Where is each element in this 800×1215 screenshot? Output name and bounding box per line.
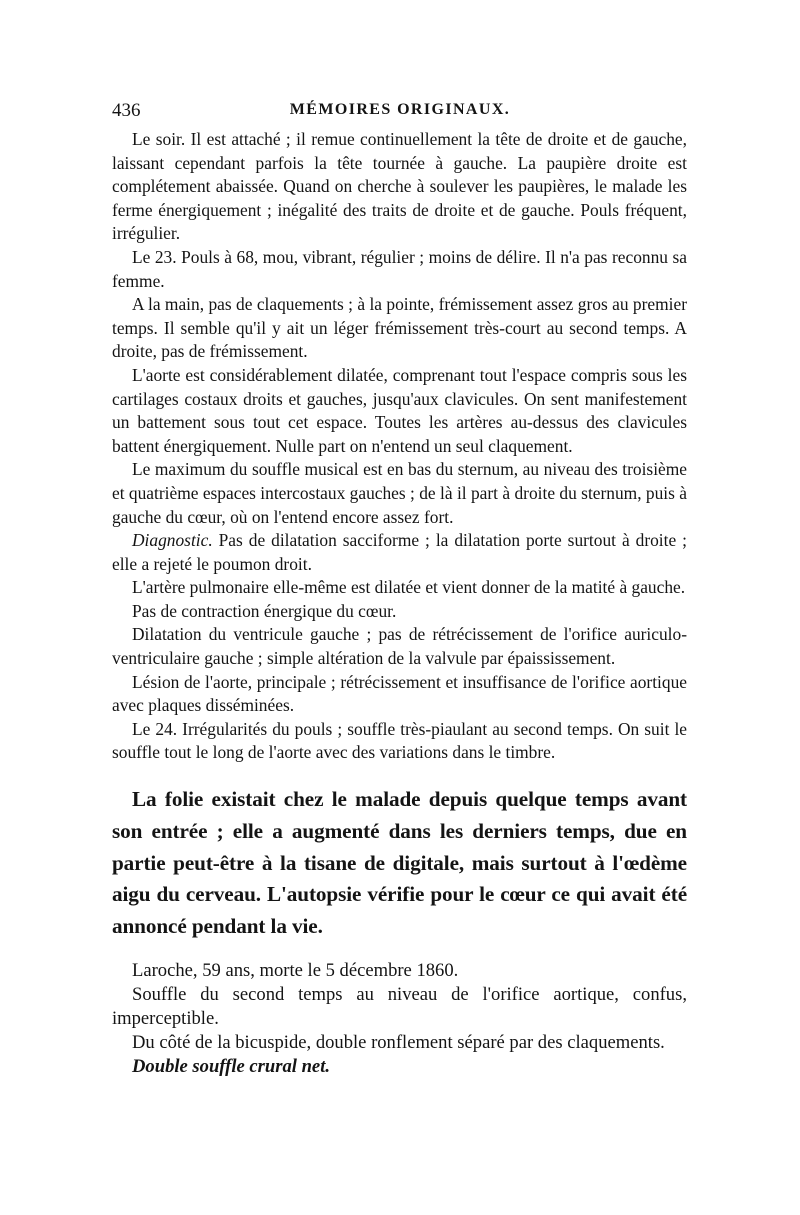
paragraph-bicuspid: Du côté de la bicuspide, double ronflement séparé par des claquements. bbox=[132, 1032, 665, 1054]
diagnostic-label: Diagnostic. bbox=[132, 530, 213, 551]
paragraph-second-time-murmur: Souffle du second temps au niveau de l'orifice aortique, confus, imperceptible. bbox=[112, 984, 687, 1030]
paragraph-aorta: L'aorte est considérablement dilatée, comprenant tout l'espace compris sous les cartilages costaux droits et gauches, jusqu'aux clavicules. On sent manifestement un battement sous tout cet espace. Toutes les artères au-dessus des clavicules battent énergiquement. Nulle part on n'entend un seul claquement. bbox=[112, 364, 687, 456]
case-notes bbox=[112, 128, 687, 765]
paragraph-crural-murmur: Double souffle crural net. bbox=[132, 1056, 331, 1078]
paragraph-murmur-maximum: Le maximum du souffle musical est en bas du sternum, au niveau des troisième et quatrième espaces intercostaux gauches ; de là il part à droite du sternum, puis à gauche du cœur, où on l'entend encore assez fort. bbox=[112, 459, 687, 527]
paragraph-laroche: Laroche, 59 ans, morte le 5 décembre 1860. bbox=[132, 960, 459, 982]
paragraph-ventricle: Dilatation du ventricule gauche ; pas de rétrécissement de l'orifice auriculo-ventriculaire gauche ; simple altération de la valvule par épaississement. bbox=[112, 624, 687, 669]
page-header bbox=[112, 100, 688, 124]
diagnostic-text: Pas de dilatation sacciforme ; la dilatation porte surtout à droite ; elle a rejeté le poumon droit. bbox=[112, 530, 687, 574]
paragraph-23: Le 23. Pouls à 68, mou, vibrant, régulier ; moins de délire. Il n'a pas reconnu sa femme. bbox=[112, 246, 687, 291]
paragraph-diagnostic bbox=[112, 529, 687, 576]
running-title: MÉMOIRES ORIGINAUX. bbox=[289, 101, 511, 118]
paragraph-aortic-lesion: Lésion de l'aorte, principale ; rétrécissement et insuffisance de l'orifice aortique avec plaques disséminées. bbox=[112, 671, 687, 716]
paragraph-contraction: Pas de contraction énergique du cœur. bbox=[132, 600, 397, 621]
paragraph-24: Le 24. Irrégularités du pouls ; souffle très-piaulant au second temps. On suit le souffle tout le long de l'aorte avec des variations dans le timbre. bbox=[112, 718, 687, 763]
paragraph-evening: Le soir. Il est attaché ; il remue continuellement la tête de droite et de gauche, laissant cependant parfois la tête tournée à gauche. La paupière droite est complétement abaissée. Quand on cherche à soulever les paupières, le malade les ferme énergiquement ; inégalité des traits de droite et de gauche. Pouls fréquent, irrégulier. bbox=[112, 129, 687, 244]
paragraph-palpation: A la main, pas de claquements ; à la pointe, frémissement assez gros au premier temps. Il semble qu'il y ait un léger frémissement très-court au second temps. A droite, pas de frémissement. bbox=[112, 294, 687, 362]
paragraph-folie: La folie existait chez le malade depuis quelque temps avant son entrée ; elle a augmenté dans les derniers temps, due en partie peut-être à la tisane de digitale, mais surtout à l'œdème aigu du cerveau. L'autopsie vérifie pour le cœur ce qui avait été annoncé pendant la vie. bbox=[112, 787, 687, 939]
second-case bbox=[112, 959, 687, 1079]
page-number: 436 bbox=[112, 100, 141, 121]
page-body bbox=[112, 128, 687, 1079]
paragraph-pulmonary-artery: L'artère pulmonaire elle-même est dilatée et vient donner de la matité à gauche. bbox=[132, 577, 686, 598]
conclusion-block bbox=[112, 784, 687, 943]
